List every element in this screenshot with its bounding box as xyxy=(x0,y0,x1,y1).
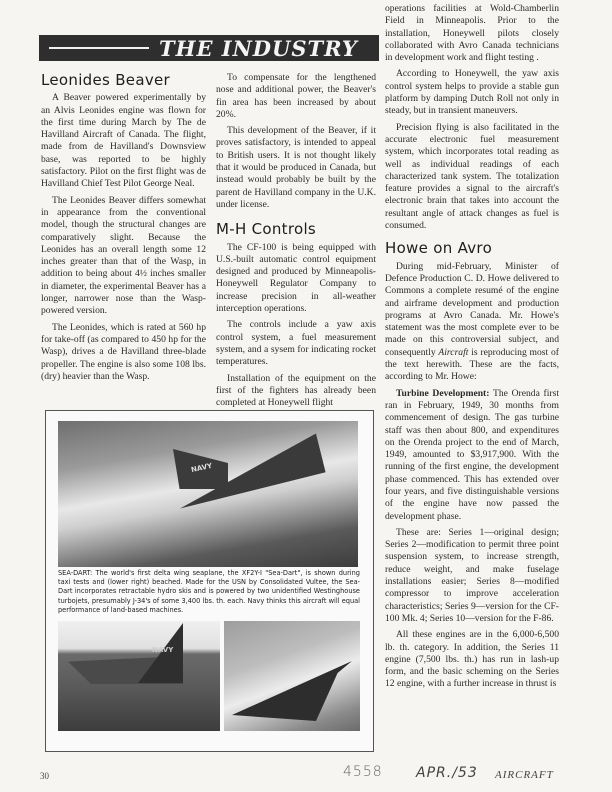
navy-marking: NAVY xyxy=(152,646,174,654)
heading-leonides-beaver: Leonides Beaver xyxy=(41,71,170,89)
paragraph: Precision flying is also facilitated in the accurate electronic fuel measurement system, which incorporates total reading as well as individual readings of each characterized tank system. The totalization feature provides a signal to the aircraft's electronic brain that takes into account the resultant angle of attack changes as fuel is consumed. xyxy=(385,121,559,232)
paragraph: All these engines are in the 6,000-6,500 lb. th. category. In addition, the Series 11 engine (7,500 lbs. th.) has run in lash-up form, and the basic scheming on the Series 12 engine, with a further increase in thrust is xyxy=(385,629,559,690)
heading-howe-on-avro: Howe on Avro xyxy=(385,239,493,258)
photo-sea-dart-taxi xyxy=(58,421,358,567)
photo-sea-dart-beached xyxy=(224,621,360,731)
paragraph: This development of the Beaver, if it proves satisfactory, is intended to appeal to British users. It is not thought likely that it would be produced in Canada, but instead would probably be built by the parent de Havilland company in the U.K. under license. xyxy=(216,125,376,210)
column-2 xyxy=(216,72,376,413)
column-1 xyxy=(41,70,206,387)
paragraph: A Beaver powered experimentally by an Alvis Leonides engine was flown for the first time during March by The de Havilland Aircraft of Canada. The flight, made from de Havilland's Downsview base, was reported to be highly satisfactory. Pilot on the first flight was de Havilland Chief Test Pilot George Neal. xyxy=(41,92,206,190)
aircraft-shape xyxy=(232,661,352,721)
paragraph: According to Honeywell, the yaw axis control system helps to provide a stable gun platform by damping Dutch Roll not only in steady, but in transient maneuvers. xyxy=(385,68,559,117)
section-banner xyxy=(39,35,379,61)
paragraph: The controls include a yaw axis control system, a fuel measurement system, and a sysem for indicating rocket temperatures. xyxy=(216,319,376,368)
figure-caption: SEA-DART: The world's first delta wing seaplane, the XF2Y-I "Sea-Dart", is shown during taxi tests and (lower right) beached. Made for the USN by Consolidated Vultee, the Sea-Dart incorporates retractable hydro skis and is powered by two unidentified Westinghouse turbojets, presumably J-34's of some 3,400 lbs. th. each. Navy thinks this aircraft will equal performance of land-based machines. xyxy=(58,569,360,614)
handwritten-date: APR./53 xyxy=(416,765,478,781)
heading-mh-controls: M-H Controls xyxy=(216,220,317,239)
paragraph: The CF-100 is being equipped with U.S.-built automatic control equipment designed and produced by Minneapolis-Honeywell Regulator Company to increase precision in all-weather interception operations. xyxy=(216,241,376,315)
navy-marking: NAVY xyxy=(190,461,213,475)
photo-sea-dart-water xyxy=(58,621,220,731)
magazine-title: AIRCRAFT xyxy=(495,769,554,781)
paragraph: The Leonides Beaver differs somewhat in appearance from the conventional model, though the structural changes are comparatively slight. Because the Leonides has an overall length some 12 inches greater than that of the Wasp, in addition to being about 4½ inches smaller in diameter, the experimental Beaver has a longer, narrower nose than the Wasp-powered version. xyxy=(41,194,206,317)
paragraph: During mid-February, Minister of Defence Production C. D. Howe delivered to Commons a complete resumé of the engine and airframe development and production programs at Avro Canada. Mr. Howe's statement was the most complete ever to be made on this controversial subject, and consequently Aircraft is reproducing most of the text herewith. These are the facts, according to Mr. Howe: xyxy=(385,260,559,383)
paragraph: Turbine Development: The Orenda first ran in February, 1949, 30 months from commencement of design. The gas turbine staff was then about 800, and expenditures on the Orenda project to the end of March, 1949, amounted to $3,917,900. With the running of the first engine, the development phase commenced. This has extended over four years, and five distinguishable versions of the engine have now passed the development phase. xyxy=(385,387,559,522)
banner-rule xyxy=(49,47,149,49)
paragraph: Installation of the equipment on the first of the fighters has already been completed at Honeywell flight xyxy=(216,372,376,409)
column-3 xyxy=(385,3,559,695)
paragraph: operations facilities at Wold-Chamberlin Field in Minneapolis. Prior to the installation, Honeywell pilots closely collaborated with Avro Canada technicians in development work and flight testing . xyxy=(385,3,559,64)
magazine-name: Aircraft xyxy=(438,346,469,358)
paragraph: These are: Series 1—original design; Series 2—modification to permit three point suspension system, to increase strength, reduce weight, and make fuselage installations easier; Series 8—modified compressor to improve acceleration characteristics; Series 9—version for the CF-100 Mk. 4; Series 10—version for the F-86. xyxy=(385,526,559,624)
sea-dart-figure xyxy=(45,410,374,752)
paragraph: To compensate for the lengthened nose and additional power, the Beaver's fin area has been increased by about 20%. xyxy=(216,72,376,120)
run-in-heading: Turbine Development: xyxy=(396,387,490,399)
page-number: 30 xyxy=(40,771,49,781)
paragraph: The Leonides, which is rated at 560 hp for take-off (as compared to 450 hp for the Wasp), drives a de Havilland three-blade propeller. The engine is also some 108 lbs. (dry) heavier than the Wasp. xyxy=(41,321,206,382)
banner-title: THE INDUSTRY xyxy=(159,35,358,61)
handwritten-number: 4558 xyxy=(343,764,383,780)
